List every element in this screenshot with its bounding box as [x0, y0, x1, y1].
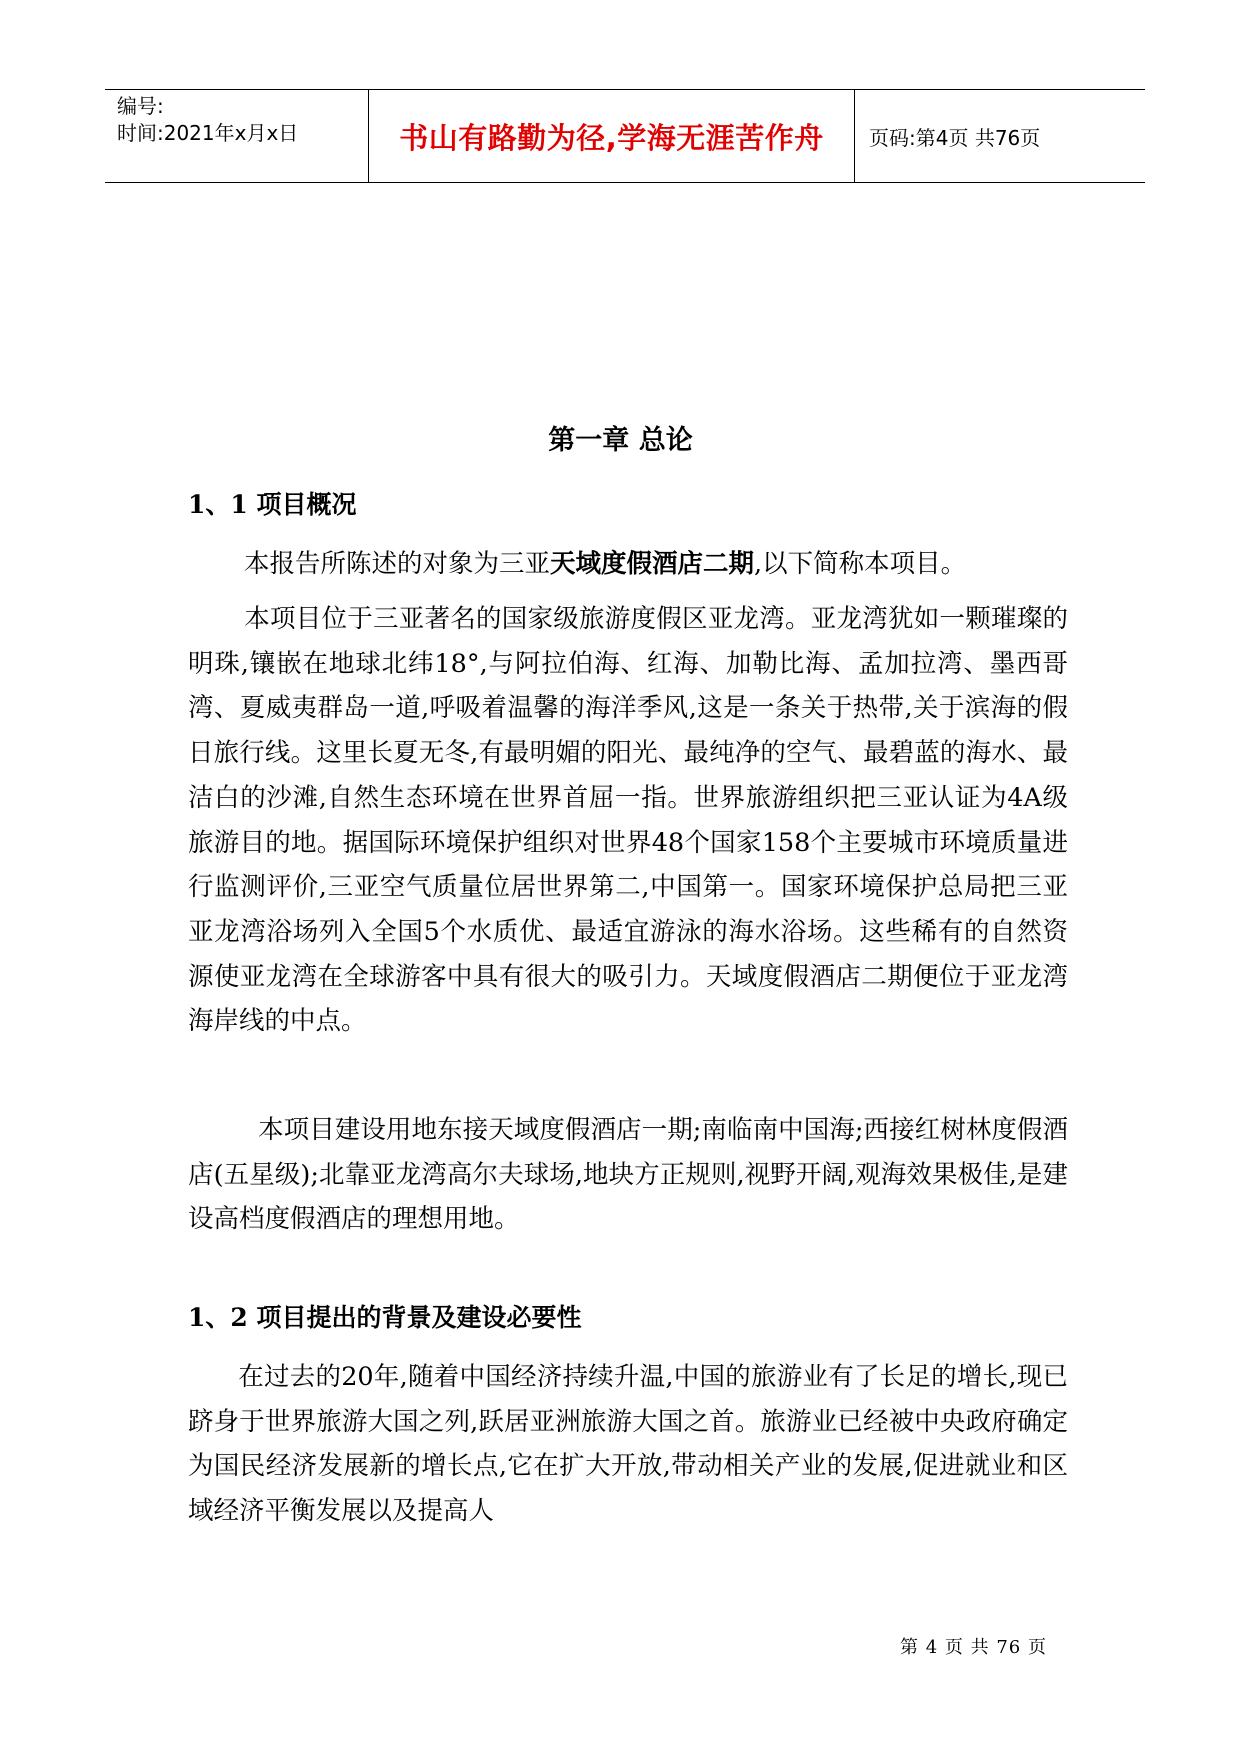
header-left-cell: [105, 90, 369, 182]
chapter-title: 第一章 总论: [548, 425, 693, 456]
header-motto: 书山有路勤为径,学海无涯苦作舟: [369, 90, 855, 182]
page-footer: 第 4 页 共 76 页: [900, 1637, 1047, 1658]
para-text: 在过去的20年,随着中国经济持续升温,中国的旅游业有了长足的增长,现已跻身于世界旅游大国之列,跃居亚洲旅游大国之首。旅游业已经被中央政府确定为国民经济发展新的增长点,它在扩大开放,带动相关产业的发展,促进就业和区域经济平衡发展以及提高人: [188, 1362, 1068, 1527]
section-heading-1-2: 1、2 项目提出的背景及建设必要性: [188, 1303, 582, 1332]
project-name-bold: 天域度假酒店二期: [550, 549, 755, 579]
para-text: 本项目位于三亚著名的国家级旅游度假区亚龙湾。亚龙湾犹如一颗璀璨的明珠,镶嵌在地球北纬18°,与阿拉伯海、红海、加勒比海、孟加拉湾、墨西哥湾、夏威夷群岛一道,呼吸着温馨的海洋季风,这是一条关于热带,关于滨海的假日旅行线。这里长夏无冬,有最明媚的阳光、最纯净的空气、最碧蓝的海水、最洁白的沙滩,自然生态环境在世界首屈一指。世界旅游组织把三亚认证为4A级旅游目的地。据国际环境保护组织对世界48个国家158个主要城市环境质量进行监测评价,三亚空气质量位居世界第二,中国第一。国家环境保护总局把三亚亚龙湾浴场列入全国5个水质优、最适宜游泳的海水浴场。这些稀有的自然资源使亚龙湾在全球游客中具有很大的吸引力。天域度假酒店二期便位于亚龙湾海岸线的中点。: [188, 604, 1068, 1037]
para-text: 本报告所陈述的对象为三亚: [244, 549, 551, 579]
paragraph-1-1-c: [188, 1108, 1068, 1242]
section-heading-1-1: 1、1 项目概况: [188, 490, 357, 519]
para-text: 本项目建设用地东接天域度假酒店一期;南临南中国海;西接红树林度假酒店(五星级);北靠亚龙湾高尔夫球场,地块方正规则,视野开阔,观海效果极佳,是建设高档度假酒店的理想用地。: [188, 1115, 1068, 1235]
number-label: 编号:: [117, 94, 164, 118]
paragraph-1-1-a: [188, 542, 1068, 587]
header-table: [105, 89, 1145, 183]
time-label: 时间:2021年x月x日: [117, 121, 299, 145]
paragraph-1-1-b: [188, 597, 1068, 1044]
paragraph-1-2-a: [188, 1355, 1068, 1534]
header-page-info: 页码:第4页 共76页: [869, 125, 1041, 150]
para-text: ,以下简称本项目。: [754, 549, 967, 579]
